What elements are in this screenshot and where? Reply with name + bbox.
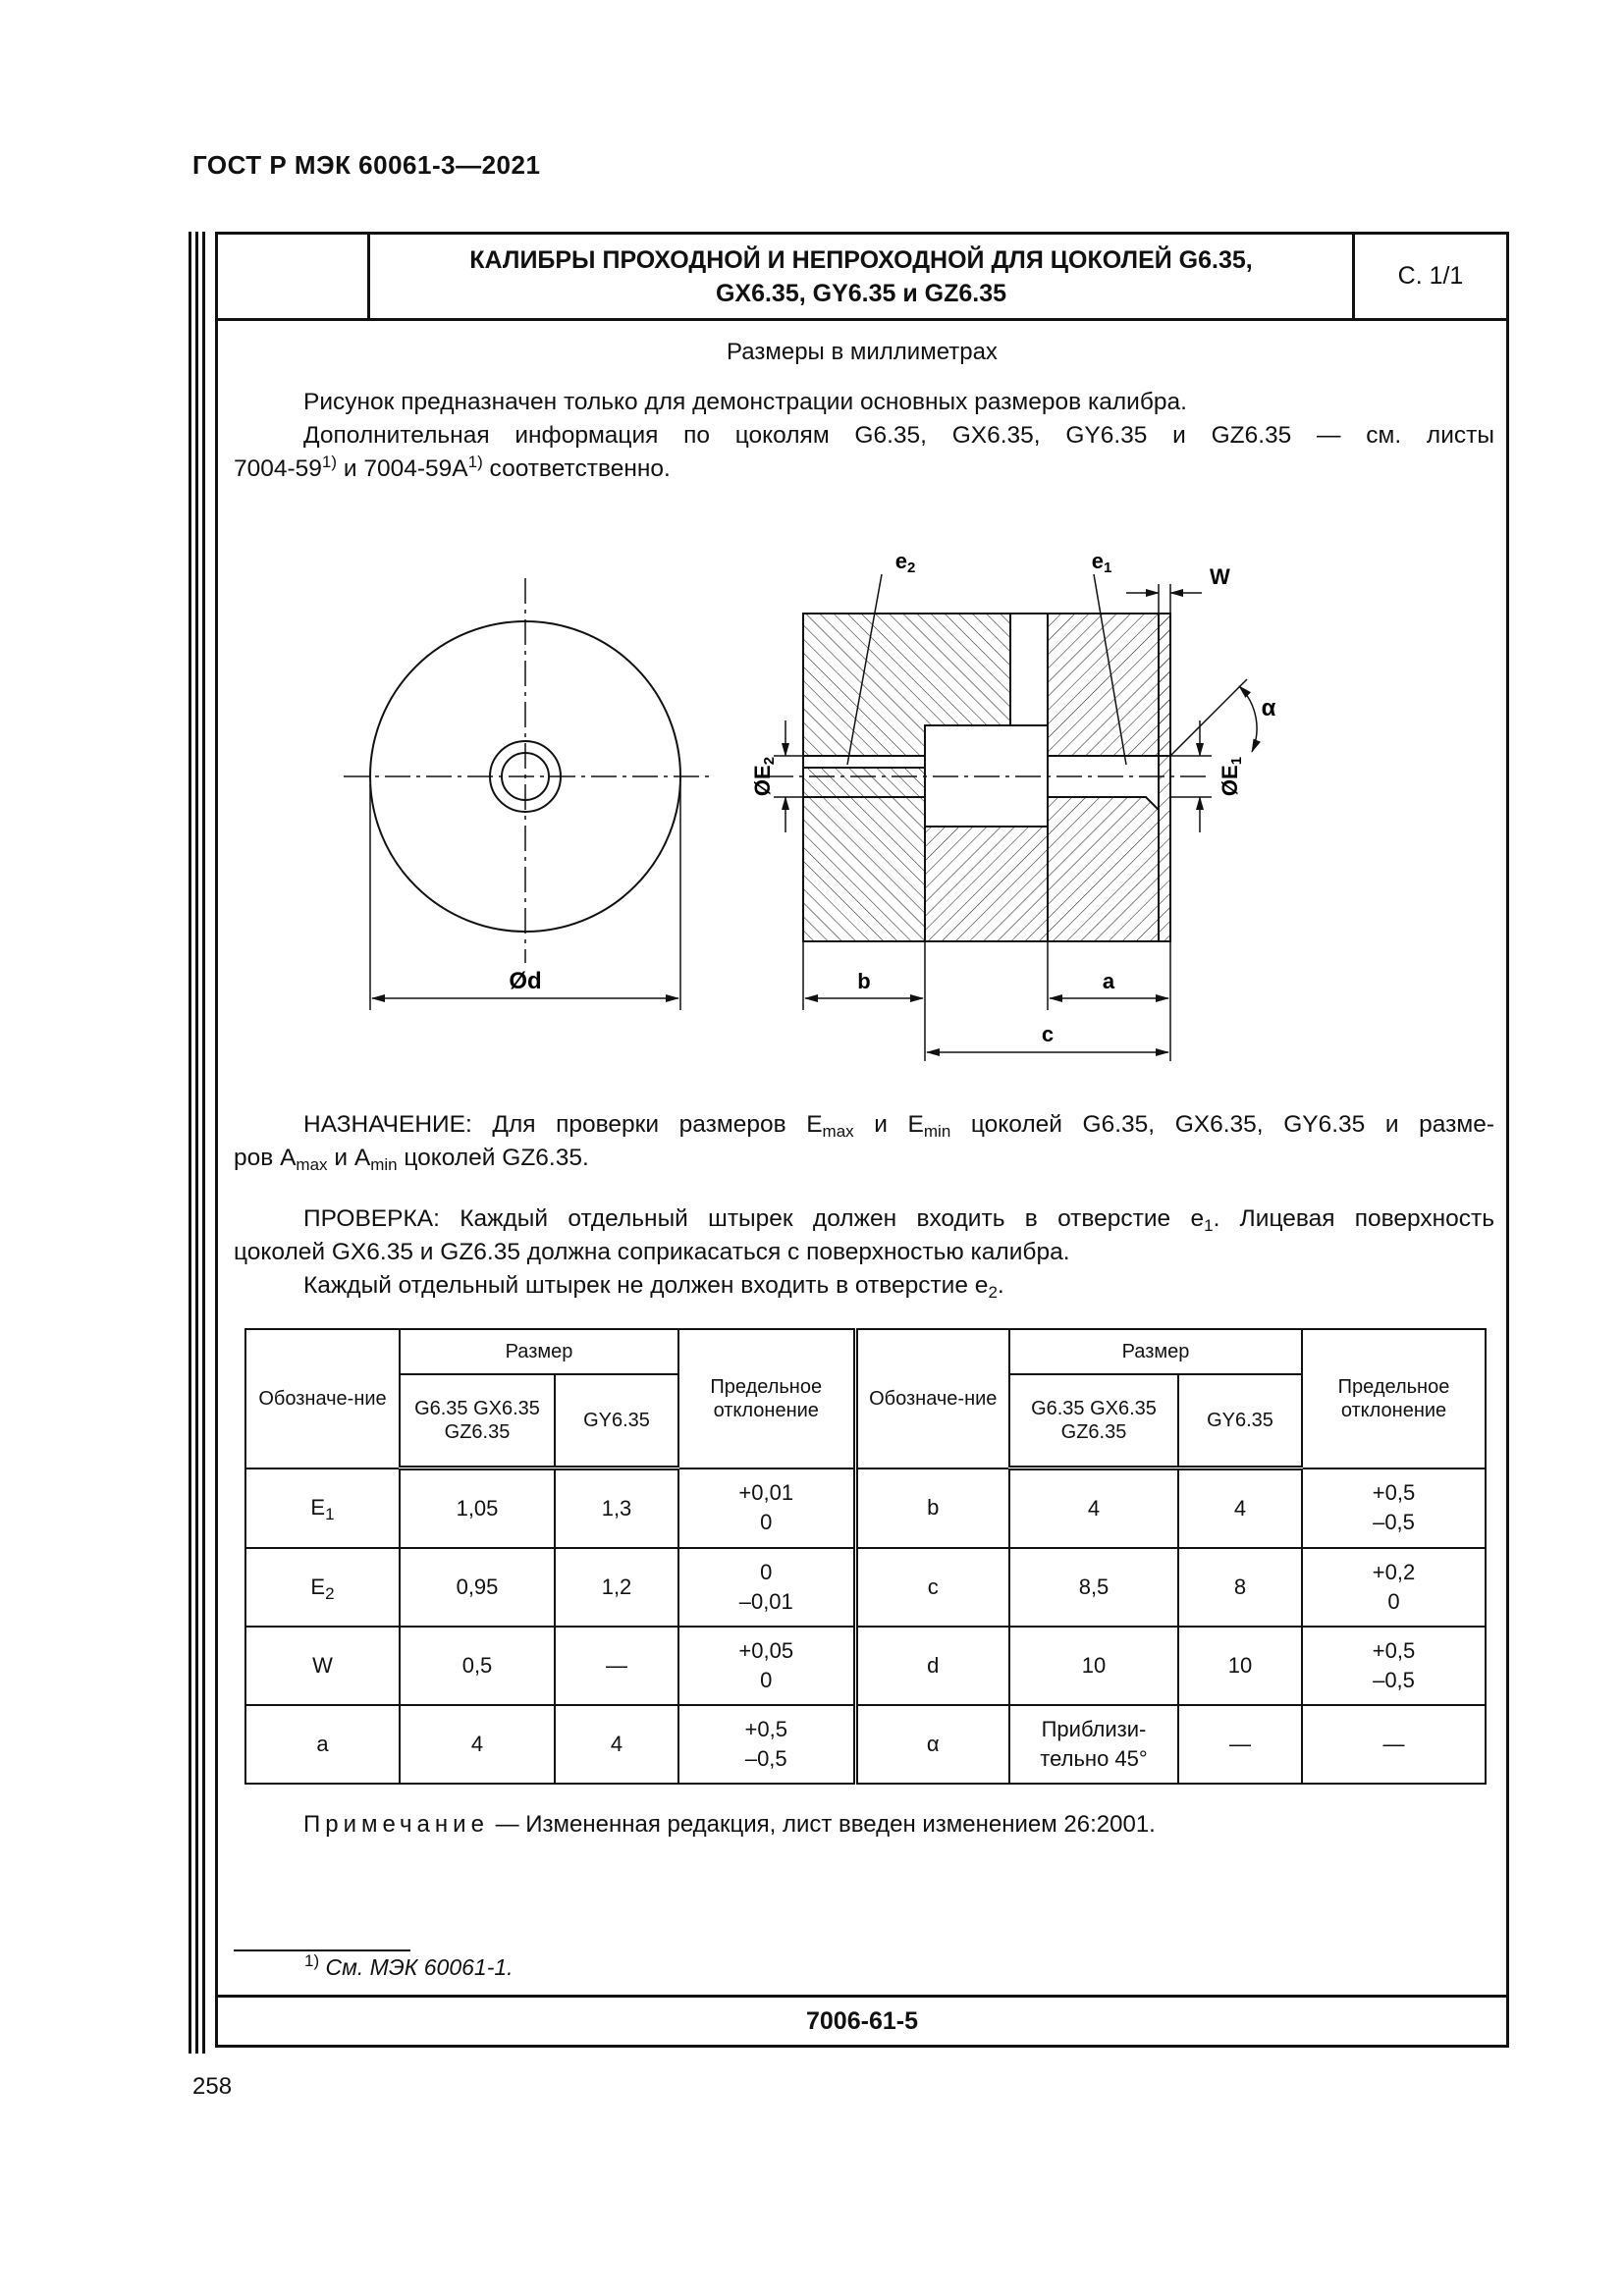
E2-label: ØE2 (750, 756, 778, 797)
header-tolerance-2: Предельное отклонение (1302, 1329, 1486, 1468)
sheet-page-indicator: С. 1/1 (1352, 235, 1506, 318)
check-line3: Каждый отдельный штырек не должен входить в отверстие $e_2$. (303, 1272, 1004, 1302)
value-cell: 1,3 (555, 1468, 678, 1549)
designation-cell: b (855, 1468, 1009, 1549)
table-row (245, 1548, 1486, 1627)
value-cell: 8,5 (1009, 1548, 1178, 1627)
value-cell: 1,05 (400, 1468, 555, 1549)
tolerance-cell: +0,2 0 (1302, 1548, 1486, 1627)
designation-cell: d (855, 1627, 1009, 1705)
e2-label: e2 (894, 549, 916, 576)
intro-line3: 7004-59$^{1)}$ и $7004-59А^{1)}$ соответственно. (234, 453, 671, 482)
standard-header: ГОСТ Р МЭК 60061-3—2021 (192, 150, 541, 180)
binding-edge-lines (189, 232, 208, 2054)
value-cell: — (555, 1627, 678, 1705)
tolerance-cell: — (1302, 1705, 1486, 1784)
tolerance-cell: +0,01 0 (678, 1468, 855, 1549)
sheet-title-line1: КАЛИБРЫ ПРОХОДНОЙ И НЕПРОХОДНОЙ ДЛЯ ЦОКОЛЕЙ G6.35, (469, 245, 1253, 274)
alpha-label: α (1261, 695, 1276, 721)
header-tolerance: Предельное отклонение (678, 1329, 855, 1468)
header-size-2: Размер (1009, 1329, 1302, 1374)
sheet-number: 7006-61-5 (218, 1995, 1506, 2045)
header-designation: Обозначе-ние (245, 1329, 400, 1468)
designation-cell: α (855, 1705, 1009, 1784)
tolerance-cell: +0,5 –0,5 (1302, 1468, 1486, 1549)
dimension-d-label: Ød (509, 968, 542, 994)
table-row (245, 1627, 1486, 1705)
tolerance-cell: 0 –0,01 (678, 1548, 855, 1627)
tolerance-cell: +0,05 0 (678, 1627, 855, 1705)
check-line1: ПРОВЕРКА: Каждый отдельный штырек должен входить в отверстие $e_1$. Лицевая поверхность (303, 1205, 1495, 1235)
w-label: W (1210, 564, 1230, 589)
header-designation-2: Обозначе-ние (855, 1329, 1009, 1468)
value-cell: 4 (555, 1705, 678, 1784)
footnote-rule (234, 1949, 410, 1951)
value-cell: 4 (1178, 1468, 1302, 1549)
table-row (245, 1468, 1486, 1549)
header-size: Размер (400, 1329, 678, 1374)
designation-cell: a (245, 1705, 400, 1784)
units-caption: Размеры в миллиметрах (727, 339, 998, 365)
value-cell: 4 (1009, 1468, 1178, 1549)
e1-label: e1 (1091, 549, 1112, 576)
front-view (344, 578, 709, 1010)
gauge-figure (218, 235, 1506, 1123)
note (303, 1811, 1156, 1839)
value-cell: — (1178, 1705, 1302, 1784)
c-label: c (1041, 1022, 1055, 1046)
intro-line1: Рисунок предназначен только для демонстрации основных размеров калибра. (303, 389, 1187, 415)
value-cell: 4 (400, 1705, 555, 1784)
intro-line2: Дополнительная информация по цоколям G6.35, GX6.35, GY6.35 и GZ6.35 — см. листы (303, 422, 1494, 449)
designation-cell: $E_1$ (245, 1468, 400, 1549)
tolerance-cell: +0,5 –0,5 (1302, 1627, 1486, 1705)
sheet-title-line2: GX6.35, GY6.35 и GZ6.35 (715, 279, 1007, 307)
designation-cell: W (245, 1627, 400, 1705)
footnote: $^{1)}$ См. МЭК 60061-1. (304, 1951, 514, 1980)
b-label: b (857, 969, 871, 993)
value-cell: 0,95 (400, 1548, 555, 1627)
sheet-frame (215, 232, 1509, 2048)
check-line2: цоколей GX6.35 и GZ6.35 должна соприкасаться с поверхностью калибра. (234, 1239, 1070, 1265)
table-row (245, 1705, 1486, 1784)
designation-cell: $E_2$ (245, 1548, 400, 1627)
header-bases-2: GY6.35 (555, 1374, 678, 1468)
note-label: Примечание (303, 1811, 489, 1838)
page-number: 258 (192, 2073, 233, 2100)
note-text: — Измененная редакция, лист введен изменением 26:2001. (488, 1811, 1156, 1838)
section-view (750, 549, 1276, 1061)
value-cell: 8 (1178, 1548, 1302, 1627)
purpose-line1: НАЗНАЧЕНИЕ: Для проверки размеров $E_{max}$ и $E_{min}$ цоколей G6.35, GX6.35, GY6.35 и разме- (303, 1111, 1494, 1141)
header-bases-1: G6.35 GX6.35 GZ6.35 (400, 1374, 555, 1468)
value-cell: 1,2 (555, 1548, 678, 1627)
value-cell: 10 (1009, 1627, 1178, 1705)
dimensions-table (244, 1328, 1487, 1785)
header-bases-1b: G6.35 GX6.35 GZ6.35 (1009, 1374, 1178, 1468)
tolerance-cell: +0,5 –0,5 (678, 1705, 855, 1784)
designation-cell: c (855, 1548, 1009, 1627)
value-cell: Приблизи-тельно 45° (1009, 1705, 1178, 1784)
value-cell: 0,5 (400, 1627, 555, 1705)
value-cell: 10 (1178, 1627, 1302, 1705)
a-label: a (1102, 969, 1115, 993)
header-bases-2b: GY6.35 (1178, 1374, 1302, 1468)
E1-label: ØE1 (1218, 756, 1245, 797)
purpose-line2: ров $A_{max}$ и $A_{min}$ цоколей GZ6.35. (234, 1145, 589, 1174)
